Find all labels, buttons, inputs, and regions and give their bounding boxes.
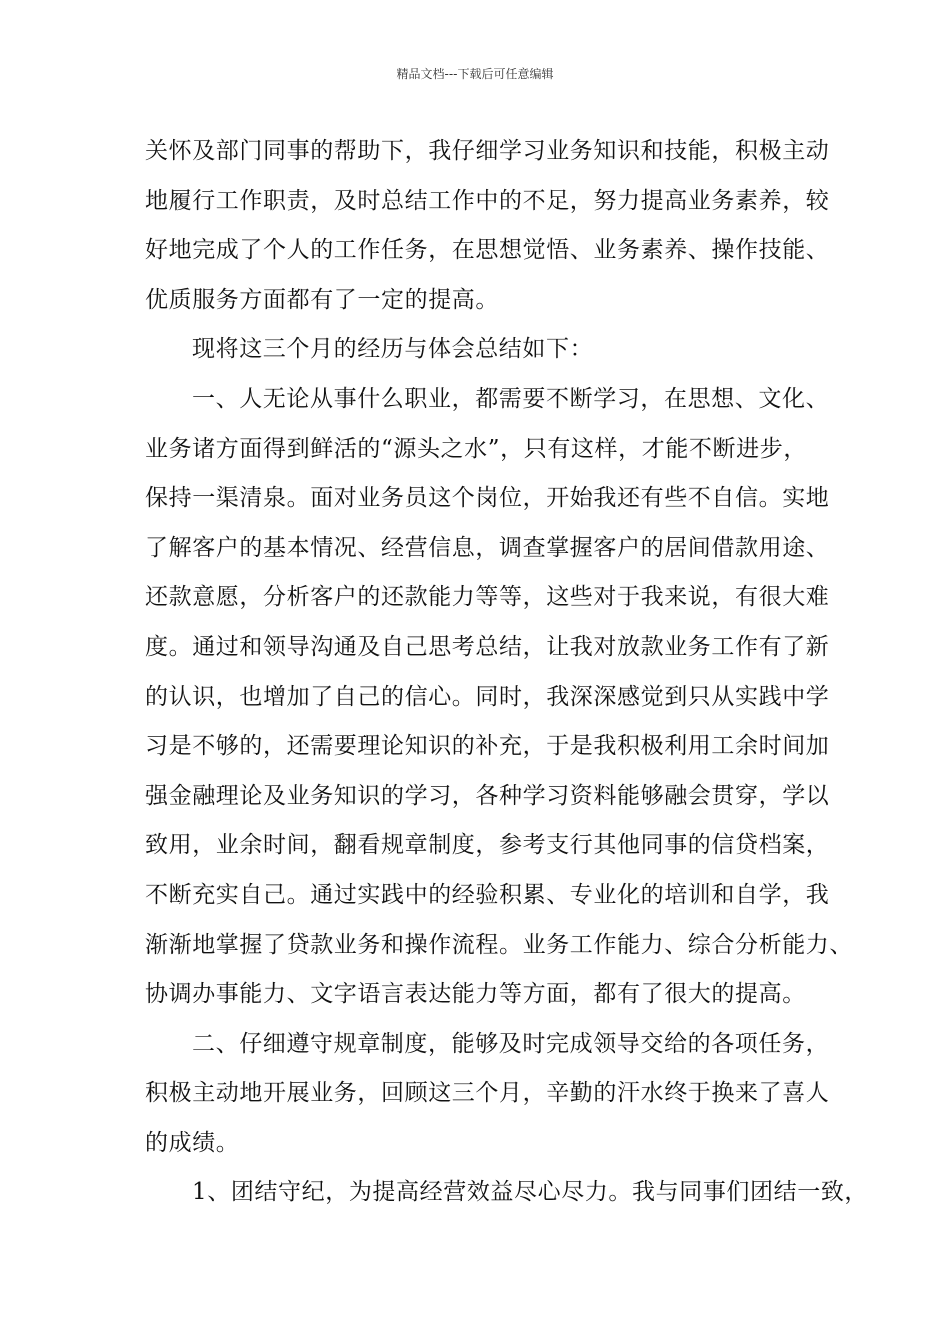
paragraph-first-line: 二、仔细遵守规章制度，能够及时完成领导交给的各项任务， xyxy=(192,1030,830,1057)
text-line: 度。通过和领导沟通及自己思考总结，让我对放款业务工作有了新 xyxy=(145,633,830,660)
text-line: 关怀及部门同事的帮助下，我仔细学习业务知识和技能，积极主动 xyxy=(145,138,830,164)
text-line: 地履行工作职责，及时总结工作中的不足，努力提高业务素养，较 xyxy=(145,187,830,214)
paragraph-first-line: 1、团结守纪，为提高经营效益尽心尽力。我与同事们团结一致， xyxy=(192,1179,869,1206)
text-line: 积极主动地开展业务，回顾这三个月，辛勤的汗水终于换来了喜人 xyxy=(145,1080,830,1107)
text-line: 强金融理论及业务知识的学习，各种学习资料能够融会贯穿，学以 xyxy=(145,782,830,809)
text-line: 的成绩。 xyxy=(145,1129,240,1156)
text-line: 协调办事能力、文字语言表达能力等方面，都有了很大的提高。 xyxy=(145,981,806,1008)
paragraph-first-line: 一、人无论从事什么职业，都需要不断学习，在思想、文化、 xyxy=(192,385,830,412)
text-line: 优质服务方面都有了一定的提高。 xyxy=(145,286,499,313)
text-line: 还款意愿，分析客户的还款能力等等，这些对于我来说，有很大难 xyxy=(145,584,830,611)
paragraph-first-line: 现将这三个月的经历与体会总结如下： xyxy=(192,336,594,363)
text-line: 的认识，也增加了自己的信心。同时，我深深感觉到只从实践中学 xyxy=(145,683,830,710)
document-body xyxy=(145,127,869,1218)
text-line: 不断充实自己。通过实践中的经验积累、专业化的培训和自学，我 xyxy=(145,881,830,908)
text-line: 致用，业余时间，翻看规章制度，参考支行其他同事的信贷档案， xyxy=(145,832,830,859)
page-header: 精品文档---下载后可任意编辑 xyxy=(396,67,554,81)
text-line: 保持一渠清泉。面对业务员这个岗位，开始我还有些不自信。实地 xyxy=(145,485,830,512)
text-line: 习是不够的，还需要理论知识的补充，于是我积极利用工余时间加 xyxy=(145,733,830,760)
text-line: 业务诸方面得到鲜活的“源头之水”，只有这样，才能不断进步， xyxy=(145,435,807,462)
text-line: 渐渐地掌握了贷款业务和操作流程。业务工作能力、综合分析能力、 xyxy=(145,931,853,958)
text-line: 了解客户的基本情况、经营信息，调查掌握客户的居间借款用途、 xyxy=(145,534,830,561)
text-line: 好地完成了个人的工作任务，在思想觉悟、业务素养、操作技能、 xyxy=(145,237,830,264)
